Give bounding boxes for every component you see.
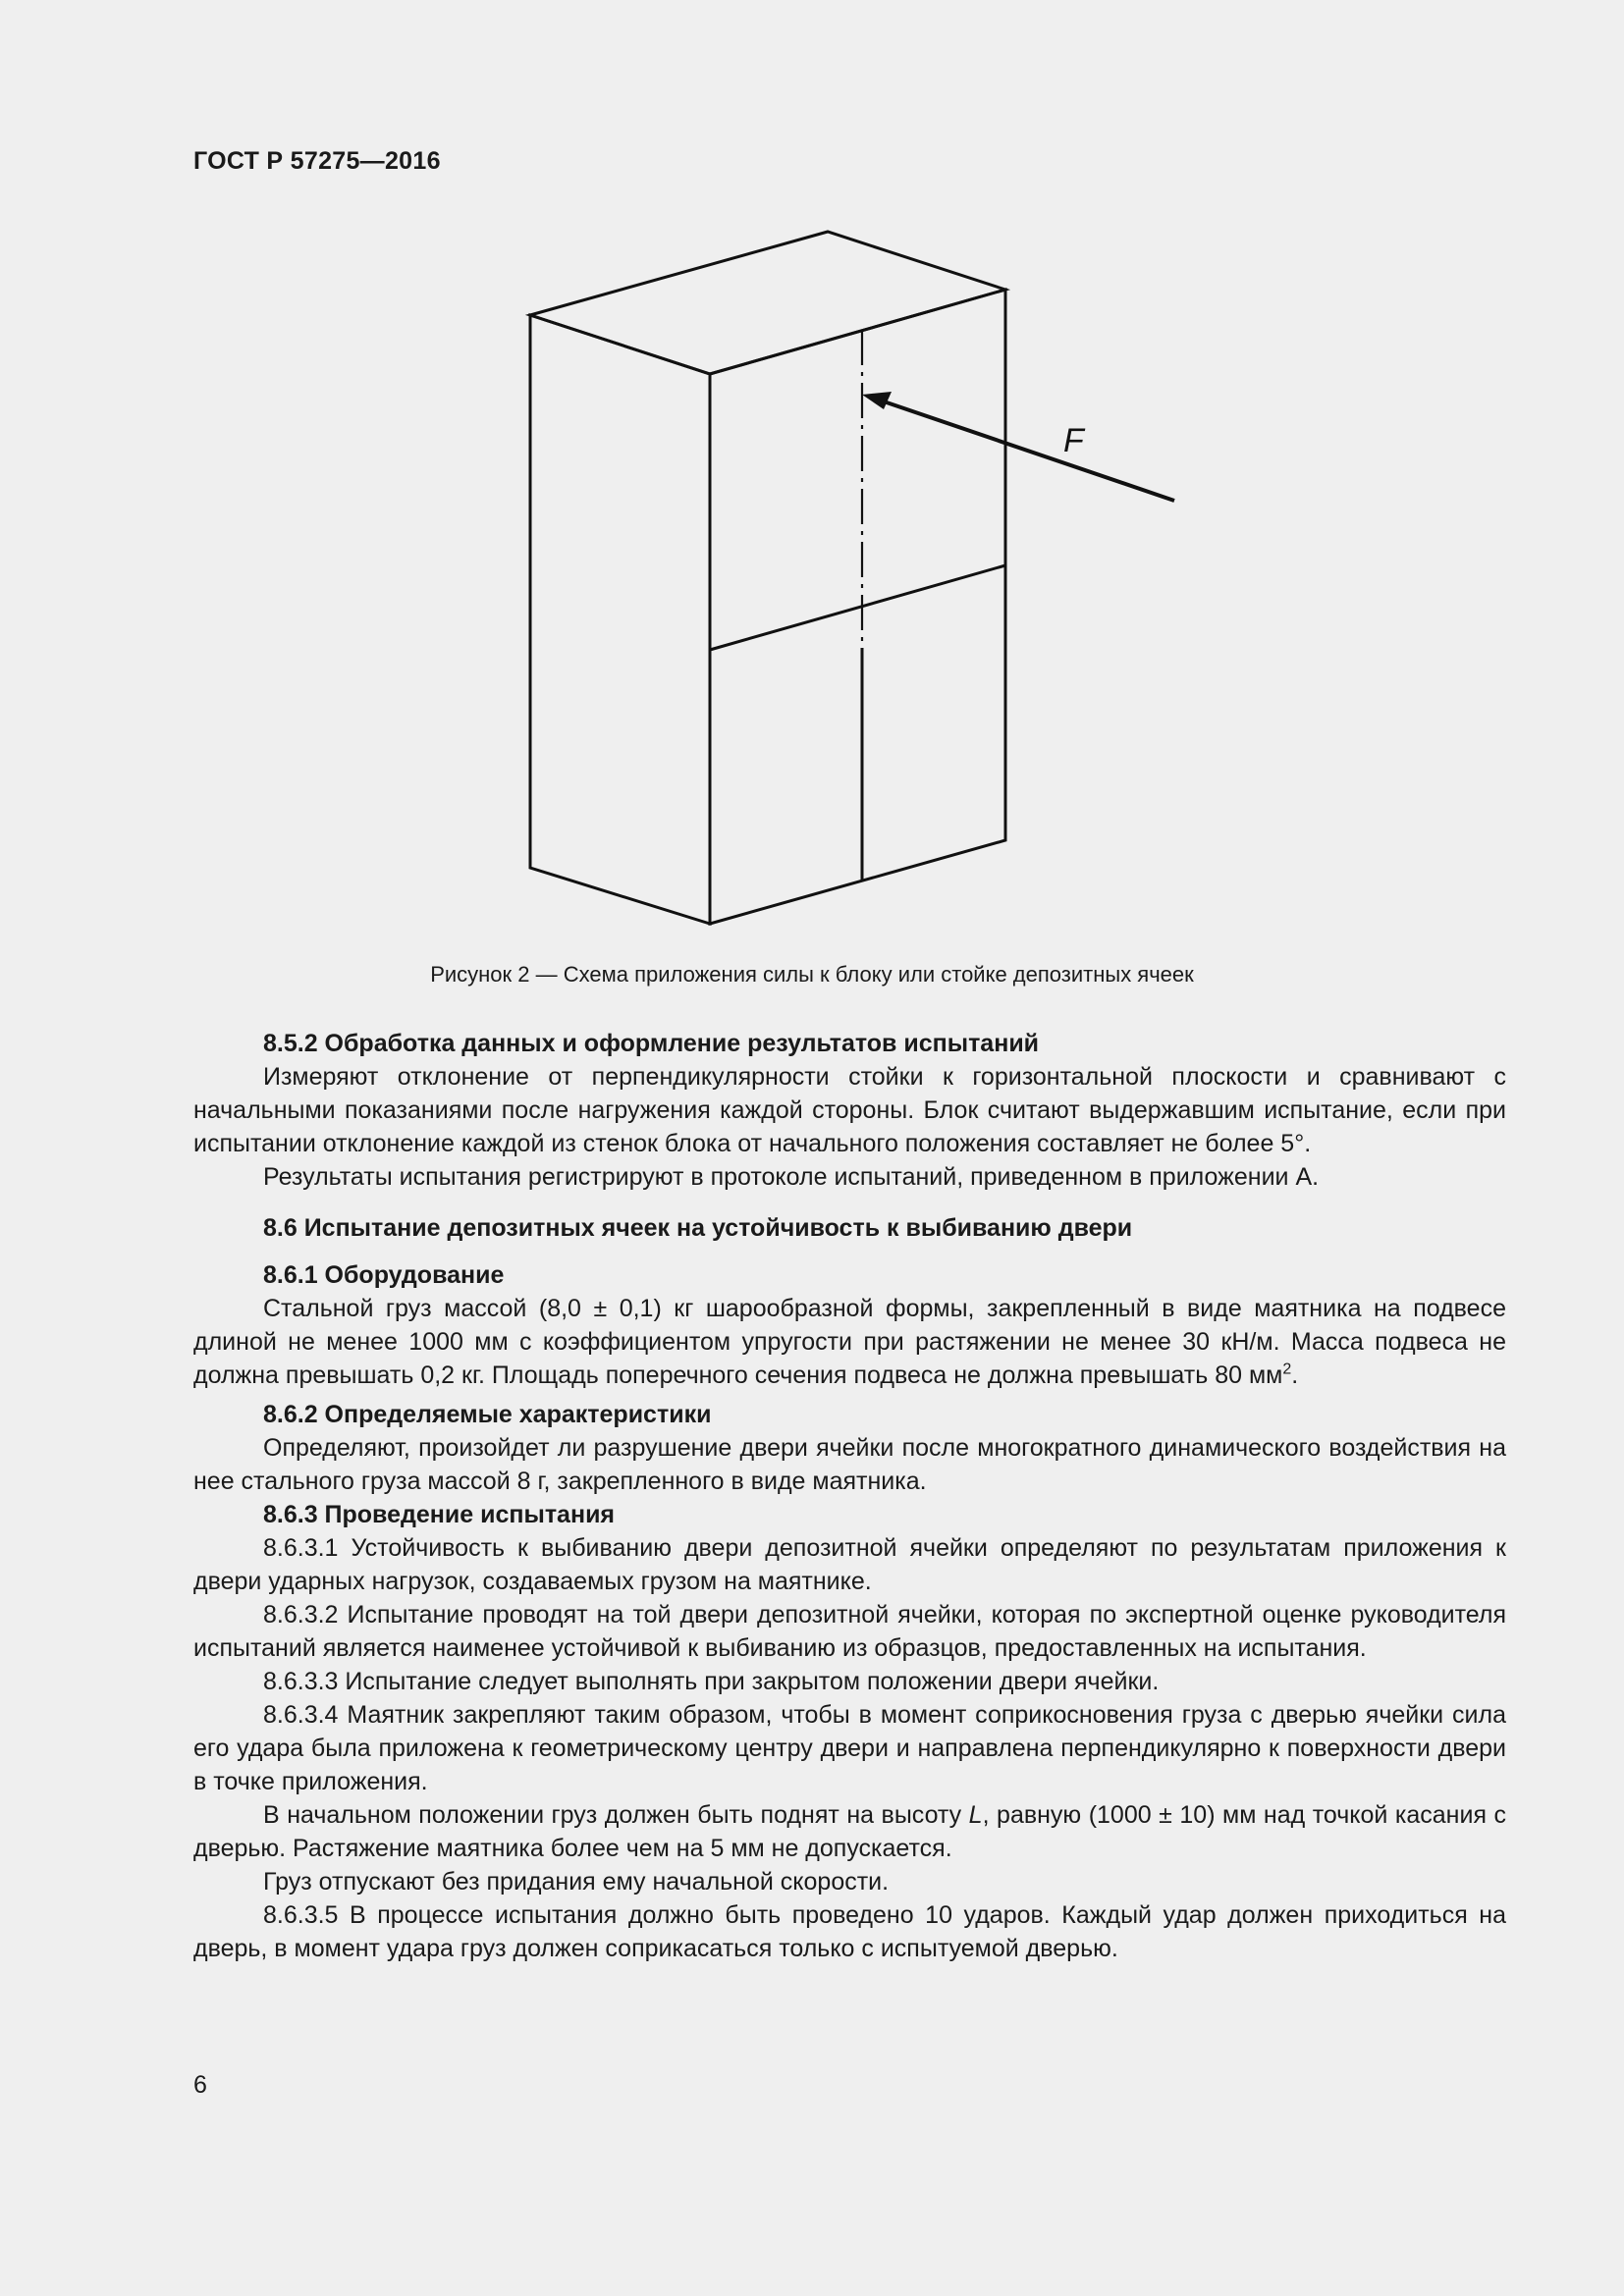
- paragraph-8-6-3-3: 8.6.3.3 Испытание следует выполнять при закрытом положении двери ячейки.: [263, 1668, 1160, 1695]
- heading-8-5-2: 8.5.2 Обработка данных и оформление результатов испытаний: [263, 1030, 1040, 1057]
- heading-8-6-2: 8.6.2 Определяемые характеристики: [263, 1401, 712, 1428]
- paragraph-8-6-3-5: 8.6.3.5 В процессе испытания должно быть проведено 10 ударов. Каждый удар должен приходиться на дверь, в момент удара груз должен соприкасаться только с испытуемой дверью.: [193, 1901, 1506, 1962]
- paragraph-8-6-2: Определяют, произойдет ли разрушение двери ячейки после многократного динамического воздействия на нее стального груза массой 8 г, закрепленного в виде маятника.: [193, 1434, 1506, 1495]
- superscript-2: 2: [1282, 1361, 1292, 1378]
- paragraph-8-6-3-4: 8.6.3.4 Маятник закрепляют таким образом, чтобы в момент соприкосновения груза с дверью ячейки сила его удара была приложена к геометрическому центру двери и направлена перпендикулярно к поверхности двери в точке приложения.: [193, 1701, 1506, 1795]
- paragraph-8-6-3-4-b: [193, 1798, 1506, 1865]
- block-left-face: [530, 315, 710, 924]
- paragraph-8-6-3-1: 8.6.3.1 Устойчивость к выбиванию двери депозитной ячейки определяют по результатам приложения к двери ударных нагрузок, создаваемых грузом на маятнике.: [193, 1534, 1506, 1595]
- paragraph-8-5-2-b: Результаты испытания регистрируют в протоколе испытаний, приведенном в приложении А.: [263, 1163, 1320, 1191]
- paragraph-8-6-3-4-b-post: , равную (1000 ± 10) мм над точкой касания с дверью. Растяжение маятника более чем на 5 мм не допускается.: [193, 1801, 1506, 1862]
- heading-8-6: 8.6 Испытание депозитных ячеек на устойчивость к выбиванию двери: [263, 1214, 1133, 1242]
- force-label: F: [1063, 422, 1084, 459]
- document-body: [193, 1027, 1506, 1965]
- variable-l: L: [968, 1801, 983, 1829]
- block-top-face: [530, 232, 1005, 374]
- force-arrow-head: [862, 392, 892, 409]
- force-arrow-shaft: [884, 401, 1174, 501]
- figure-caption: Рисунок 2 — Схема приложения силы к блоку или стойке депозитных ячеек: [430, 962, 1194, 987]
- document-header: ГОСТ Р 57275—2016: [193, 147, 441, 175]
- page-number: 6: [193, 2071, 207, 2099]
- paragraph-8-6-3-2: 8.6.3.2 Испытание проводят на той двери депозитной ячейки, которая по экспертной оценке руководителя испытаний является наименее устойчивой к выбиванию из образцов, предоставленных на испытания.: [193, 1601, 1506, 1662]
- heading-8-6-3: 8.6.3 Проведение испытания: [263, 1501, 616, 1528]
- paragraph-8-6-3-4-b-pre: В начальном положении груз должен быть поднят на высоту: [263, 1801, 969, 1829]
- paragraph-8-5-2-a: Измеряют отклонение от перпендикулярности стойки к горизонтальной плоскости и сравнивают с начальными показаниями после нагружения каждой стороны. Блок считают выдержавшим испытание, если при испытании отклонение каждой из стенок блока от начального положения составляет не более 5°.: [193, 1063, 1506, 1157]
- heading-8-6-1: 8.6.1 Оборудование: [263, 1261, 505, 1289]
- paragraph-8-6-1-text: Стальной груз массой (8,0 ± 0,1) кг шарообразной формы, закрепленный в виде маятника на подвесе длиной не менее 1000 мм с коэффициентом упругости при растяжении не менее 30 кН/м. Масса подвеса не должна превышать 0,2 кг. Площадь поперечного сечения подвеса не должна превышать 80 мм: [193, 1295, 1506, 1389]
- paragraph-8-6-1: [193, 1292, 1506, 1392]
- paragraph-8-6-1-end: .: [1291, 1362, 1299, 1389]
- block-force-diagram: [0, 0, 1624, 962]
- paragraph-8-6-3-4-c: Груз отпускают без придания ему начальной скорости.: [263, 1868, 890, 1896]
